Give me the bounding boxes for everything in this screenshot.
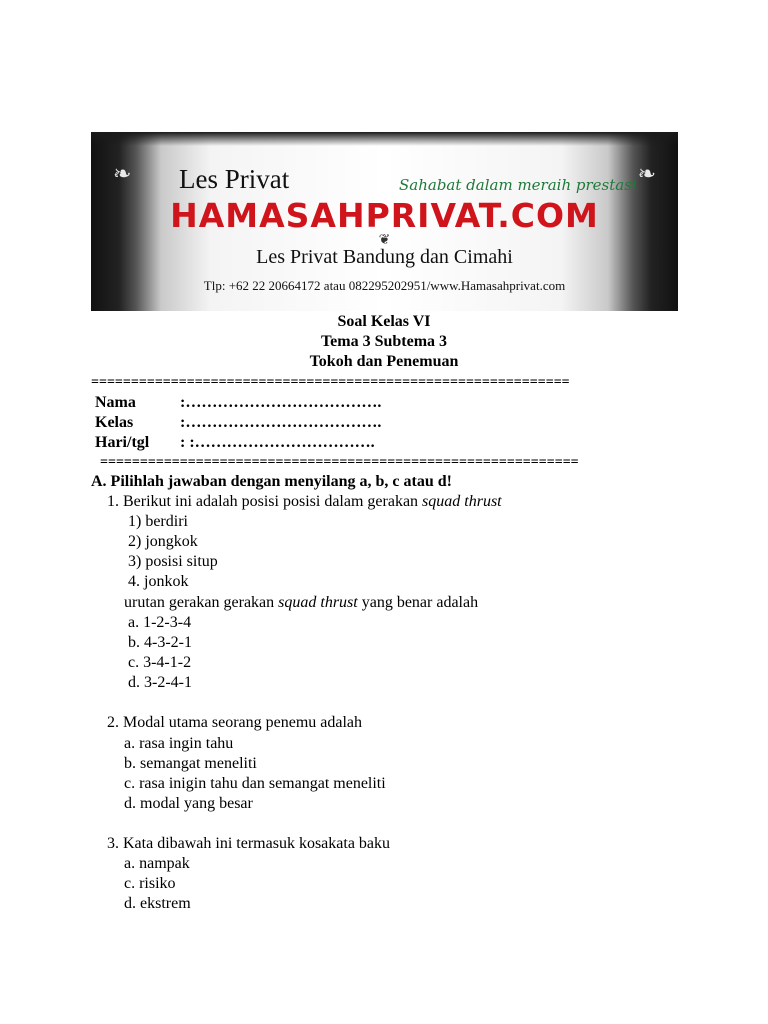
q2-option-d: d. modal yang besar xyxy=(124,795,253,812)
ornament-right-icon: ❧ xyxy=(637,162,656,187)
q2-option-c: c. rasa inigin tahu dan semangat meneliti xyxy=(124,775,386,792)
field-label-kelas: Kelas xyxy=(95,414,134,431)
q2-stem: 2. Modal utama seorang penemu adalah xyxy=(107,714,363,731)
doc-topic: Tokoh dan Penemuan xyxy=(309,353,459,370)
q1-stem-italic: squad thrust xyxy=(422,493,502,510)
brand-small: Les Privat xyxy=(179,164,290,194)
q3-option-a: a. nampak xyxy=(124,855,190,872)
q3-option-c: c. risiko xyxy=(124,875,176,892)
banner-subtitle: Les Privat Bandung dan Cimahi xyxy=(256,246,513,268)
q1-option-c: c. 3-4-1-2 xyxy=(128,654,192,671)
q1-stem xyxy=(107,493,502,511)
field-value-haritgl: : :……………………………. xyxy=(180,434,375,451)
q1-option-a: a. 1-2-3-4 xyxy=(128,614,192,631)
q1-follow-italic: squad thrust xyxy=(278,594,358,611)
q1-option-d: d. 3-2-4-1 xyxy=(128,674,192,691)
q1-follow-text: urutan gerakan gerakan xyxy=(124,594,279,611)
field-label-haritgl: Hari/tgl xyxy=(95,434,150,451)
ornament-left-icon: ❧ xyxy=(113,162,132,187)
q1-step: 4. jonkok xyxy=(128,573,189,590)
q3-stem: 3. Kata dibawah ini termasuk kosakata baku xyxy=(107,835,391,852)
q1-follow-suffix: yang benar adalah xyxy=(357,594,479,611)
q3-option-d: d. ekstrem xyxy=(124,895,191,912)
field-value-nama: :………………………………. xyxy=(180,394,382,411)
doc-theme: Tema 3 Subtema 3 xyxy=(320,333,448,350)
tagline: Sahabat dalam meraih prestasi xyxy=(399,176,637,194)
field-label-nama: Nama xyxy=(95,394,136,411)
divider-top: ============================================================ xyxy=(91,375,570,390)
q1-stem-text: 1. Berikut ini adalah posisi posisi dalam gerakan xyxy=(107,493,423,510)
q1-step: 1) berdiri xyxy=(128,513,188,530)
brand-logo-text: HAMASAHPRIVAT.COM xyxy=(170,196,599,235)
q2-option-b: b. semangat meneliti xyxy=(124,755,257,772)
doc-title: Soal Kelas VI xyxy=(337,313,431,330)
q1-follow xyxy=(124,594,478,612)
contact-info: Tlp: +62 22 20664172 atau 082295202951/www.Hamasahprivat.com xyxy=(203,278,566,293)
divider-bottom: ============================================================ xyxy=(100,455,579,470)
q1-step: 3) posisi situp xyxy=(128,553,218,570)
curtain-top xyxy=(91,132,678,146)
field-value-kelas: :………………………………. xyxy=(180,414,382,431)
section-a-instruction: A. Pilihlah jawaban dengan menyilang a, b, c atau d! xyxy=(91,473,452,490)
flourish-icon: ❦ xyxy=(378,232,391,248)
q1-step: 2) jongkok xyxy=(128,533,198,550)
header-banner xyxy=(91,132,678,311)
q2-option-a: a. rasa ingin tahu xyxy=(124,735,234,752)
q1-option-b: b. 4-3-2-1 xyxy=(128,634,192,651)
